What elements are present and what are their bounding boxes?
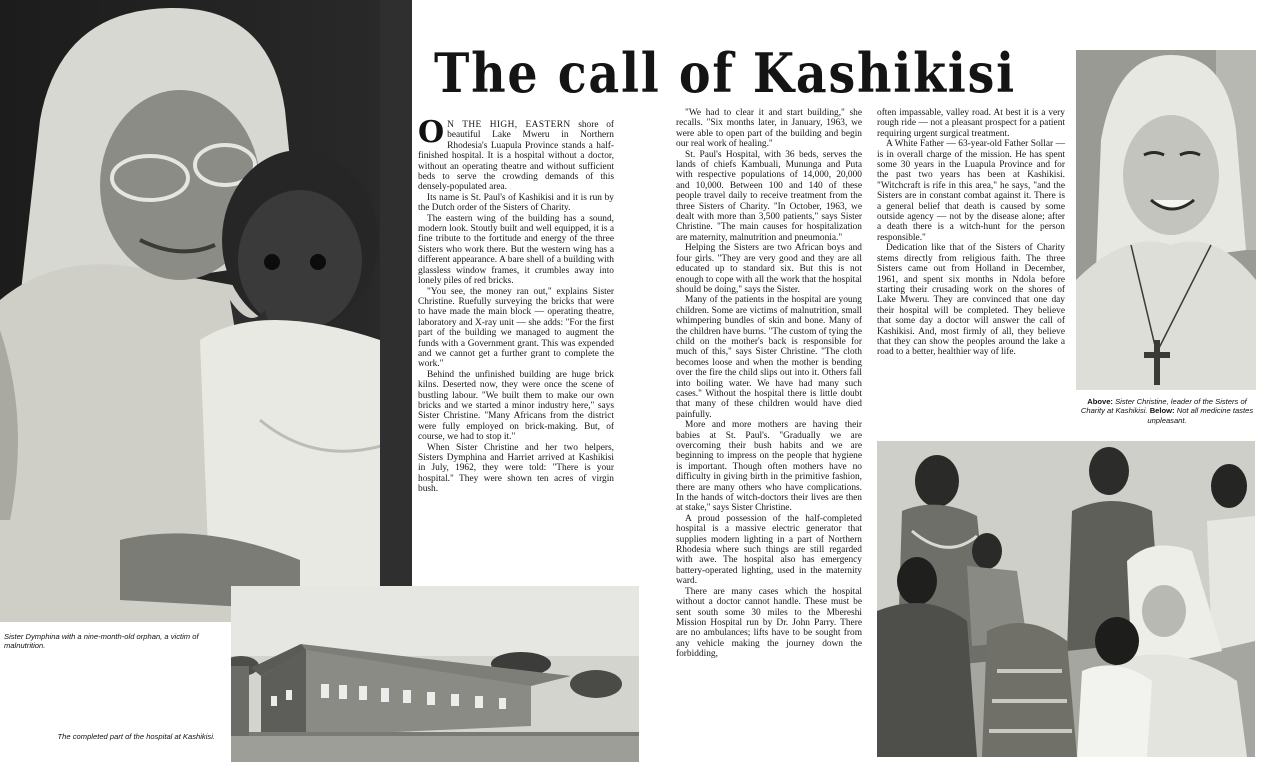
caption-hospital: The completed part of the hospital at Kashikisi. <box>57 732 215 741</box>
caption-below-label: Below: <box>1149 406 1175 416</box>
paragraph: "You see, the money ran out," explains Sister Christine. Ruefully surveying the bricks that were to have made the main block — operating theatre, laboratory and X-ray unit — she adds: "For the first part of the building we managed to augment the funds with a Government grant. This was expended and we cannot get a further grant to complete the work." <box>418 286 614 370</box>
paragraph: Many of the patients in the hospital are young children. Some are victims of malnutrition, small whimpering bundles of skin and bone. Many of the children have burns. "The custom of tying the child on the mother's back is responsible for much of this," says Sister Christine. "The cloth becomes loose and when the mother is bending over the fire the child slips out into it. Others fall into boiling water. We have had many such cases." Without the hospital there is little doubt that many of these children would have died painfully. <box>676 295 862 420</box>
paragraph: More and more mothers are having their babies at St. Paul's. "Gradually we are overcoming their bush habits and we are beginning to impress on the people that hygiene is important. Though often mothers have no difficulty in giving birth in the primitive fashion, there are many others who have complications. In the hands of witch-doctors their lives are then at stake," says Sister Christine. <box>676 420 862 514</box>
article-column-1 <box>418 115 615 495</box>
paragraph: A White Father — 63-year-old Father Sollar — is in overall charge of the mission. He has spent some 30 years in the Luapula Province and for the past two years has been at Kashikisi. "Witchcraft is rife in this area," he says, "and the Sisters are in constant combat against it. There is a general belief that death is caused by some outside agency — not by the disease alone; after a death there is a witch-hunt for the person responsible." <box>877 139 1065 243</box>
caption-nun-child: Sister Dymphina with a nine-month-old orphan, a victim of malnutrition. <box>4 632 199 651</box>
paragraph: Its name is St. Paul's of Kashikisi and it is run by the Dutch order of the Sisters of Charity. <box>418 192 614 214</box>
paragraph: A proud possession of the half-completed hospital is a massive electric generator that supplies modern lighting in a part of Northern Rhodesia where such things are still regarded with awe. The hospital also has emergency battery-operated lighting, used in the maternity ward. <box>676 513 862 587</box>
article-lead-paragraph <box>418 115 615 193</box>
paragraph: Behind the unfinished building are huge brick kilns. Deserted now, they were once the scene of bustling labour. "We built them to make our own bricks and we started a minor industry here," says Sister Christine. "Many Africans from the district were fully employed on brick-making. But, of course, we had to stop it." <box>418 369 614 443</box>
lead-text: shore of beautiful Lake Mweru in Northern Rhodesia's Luapula Province stands a half-finished hospital. It is a hospital without a doctor, without an operating theatre and without sufficient beds to serve the crowding demands of this densely-populated area. <box>418 120 615 193</box>
paragraph: St. Paul's Hospital, with 36 beds, serves the lands of chiefs Kambuali, Mununga and Puta with respective populations of 14,000, 20,000 and 10,000. Between 100 and 140 of these people travel daily to receive treatment from the three Sisters of Charity. "In October, 1963, we dealt with more than 3,500 patients," says Sister Christine. "The main causes for hospitalization are maternity, malnutrition and pneumonia." <box>676 149 862 243</box>
lead-smallcaps: N THE HIGH, EASTERN <box>447 120 571 130</box>
photo-hospital-building <box>231 586 639 762</box>
paragraph: Dedication like that of the Sisters of Charity stems directly from religious faith. The three Sisters came out from Holland in December, 1961, and spent six months in Ndola before starting their crusading work on the shores of Lake Mweru. They are convinced that one day their hospital will be completed. They believe that some day a doctor will answer the call of Kashikisi. And, most firmly of all, they believe that they can show the peoples around the lake a road to a better, healthier way of life. <box>877 243 1065 358</box>
drop-cap: O <box>418 115 445 150</box>
paragraph: Helping the Sisters are two African boys and four girls. "They are very good and they are all educated up to standard six. But this is not enough to cope with all the work that the hospital should be doing," says the Sister. <box>676 243 862 295</box>
paragraph: "We had to clear it and start building," she recalls. "Six months later, in January, 1963, we were able to open part of the building and begin our real work of healing." <box>676 108 862 150</box>
photo-sister-christine <box>1076 50 1256 390</box>
paragraph: When Sister Christine and her two helpers, Sisters Dymphina and Harriet arrived at Kashikisi in July, 1962, they were told: "There is your hospital." They were shown ten acres of virgin bush. <box>418 442 614 495</box>
caption-below-text: Not all medicine tastes unpleasant. <box>1147 406 1254 425</box>
caption-above-text: Sister Christine, leader of the Sisters of Charity at Kashikisi. <box>1080 397 1247 416</box>
article-column-3 <box>877 108 1065 358</box>
caption-sister-and-mothers <box>1077 397 1257 425</box>
photo-nun-with-child <box>0 0 412 622</box>
caption-above-label: Above: <box>1087 397 1113 406</box>
paragraph: The eastern wing of the building has a sound, modern look. Stoutly built and well equipped, it is a fine tribute to the fortitude and energy of the three Sisters who work there. But the western wing has a different appearance. A bare shell of a building with glassless window frames, it crumbles away into lonely piles of red bricks. <box>418 213 614 287</box>
article-headline: The call of Kashikisi <box>434 41 1016 105</box>
paragraph-continued: often impassable, valley road. At best it is a very rough ride — not a pleasant prospect for a patient requiring urgent surgical treatment. <box>877 108 1065 139</box>
paragraph: There are many cases which the hospital without a doctor cannot handle. These must be sent south some 30 miles to the Mbereshi Mission Hospital run by Dr. John Parry. There are no ambulances; lifts have to be sought from any vehicle making the journey down the forbidding, <box>676 586 862 660</box>
photo-mothers-and-babies <box>877 441 1255 757</box>
article-column-2 <box>676 108 862 660</box>
